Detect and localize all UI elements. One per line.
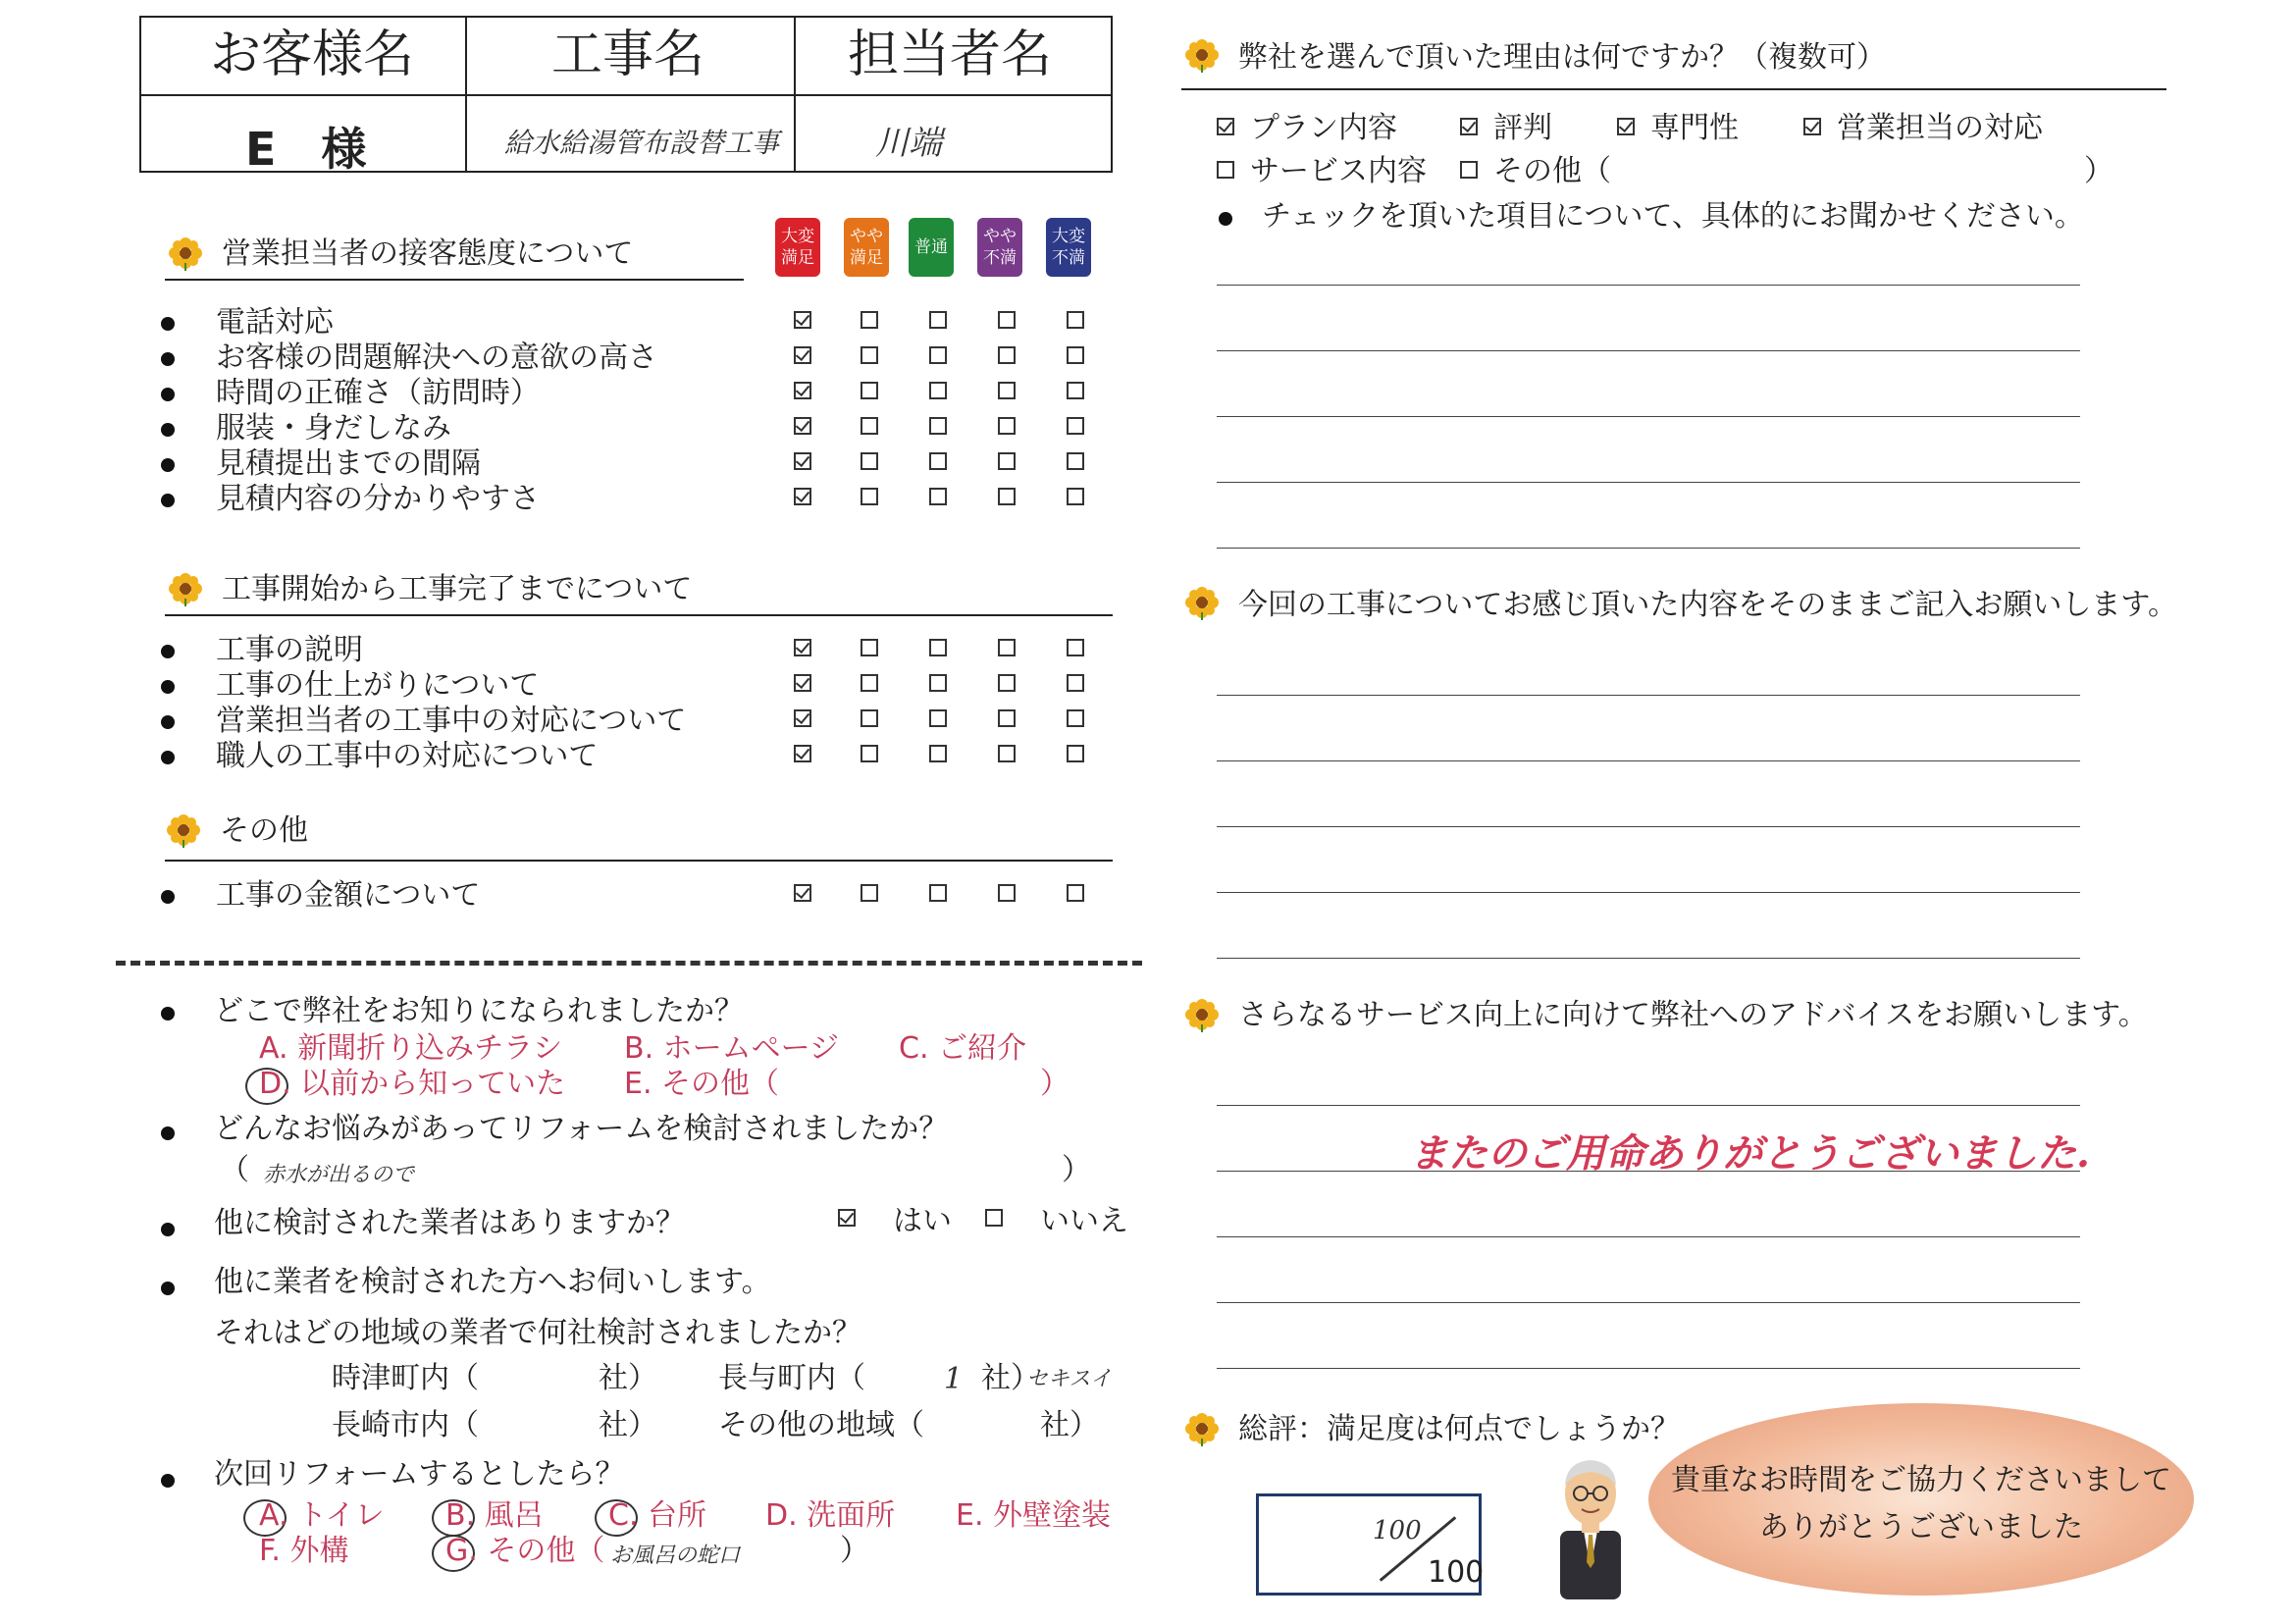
reason-expertise-label: 専門性 <box>1650 111 1739 145</box>
score-box <box>1256 1493 1485 1596</box>
rating-checkbox[interactable] <box>1067 311 1084 329</box>
region-nagayo-count: 1 <box>944 1362 964 1396</box>
thanks-bubble <box>1648 1403 2194 1596</box>
region-tokitsu: 時津町内（ <box>332 1361 479 1395</box>
q-next-option-g-answer: お風呂の蛇口 <box>610 1544 741 1568</box>
answer-line <box>1217 285 2080 286</box>
answer-line <box>1217 958 2080 959</box>
q-next-option-d: D. 洗面所 <box>765 1498 896 1533</box>
reasons-rule <box>1181 88 2166 90</box>
rating-scale-label: 満足 <box>781 248 814 268</box>
region-nagayo-note: セキスイ <box>1026 1367 1113 1391</box>
rating-scale-2 <box>909 218 954 277</box>
q-worry-question: どんなお悩みがあってリフォームを検討されましたか？ <box>214 1112 949 1146</box>
rating-checkbox[interactable] <box>1067 639 1084 656</box>
rating-checkbox[interactable] <box>794 382 811 399</box>
sunflower-icon <box>1185 587 1219 620</box>
rating-checkbox[interactable] <box>1067 417 1084 435</box>
rating-item-label: お客様の問題解決への意欲の高さ <box>216 340 657 375</box>
rating-scale-label: やや <box>983 227 1017 246</box>
region-nagayo: 長与町内（ <box>718 1361 865 1395</box>
customer-name: E 様 <box>245 123 367 176</box>
section2-rule <box>165 614 1113 616</box>
bullet <box>161 423 175 437</box>
rating-scale-label: 普通 <box>914 237 948 257</box>
answer-line <box>1217 350 2080 351</box>
rating-item-label: 営業担当者の工事中の対応について <box>216 704 687 738</box>
q-others-yes-checkbox[interactable] <box>838 1209 856 1227</box>
q-next-option-e: E. 外壁塗装 <box>956 1498 1112 1533</box>
q-worry-open: （ <box>220 1153 249 1187</box>
reason-other-checkbox[interactable] <box>1460 161 1478 179</box>
q-know-option-a: A. 新聞折り込みチラシ <box>259 1031 563 1066</box>
rating-item-label: 工事の説明 <box>216 633 363 667</box>
rating-checkbox[interactable] <box>1067 709 1084 727</box>
sunflower-icon <box>1185 1413 1219 1446</box>
rating-checkbox[interactable] <box>794 311 811 329</box>
rating-checkbox[interactable] <box>1067 346 1084 364</box>
rating-checkbox[interactable] <box>998 709 1016 727</box>
q-others-no-label: いいえ <box>1040 1204 1128 1238</box>
rating-checkbox[interactable] <box>1067 452 1084 470</box>
score-max: 100 <box>1428 1555 1485 1590</box>
rating-checkbox[interactable] <box>998 488 1016 505</box>
rating-checkbox[interactable] <box>1067 745 1084 762</box>
answer-line <box>1217 1368 2080 1369</box>
rating-checkbox[interactable] <box>794 417 811 435</box>
q-know-option-c: C. ご紹介 <box>899 1031 1027 1066</box>
rating-checkbox[interactable] <box>998 346 1016 364</box>
rating-checkbox[interactable] <box>861 311 878 329</box>
answer-line <box>1217 826 2080 827</box>
rating-checkbox[interactable] <box>929 452 947 470</box>
q-region-sub: それはどの地域の業者で何社検討されましたか？ <box>214 1316 861 1350</box>
sunflower-icon <box>1185 999 1219 1032</box>
reasons-title: 弊社を選んで頂いた理由は何ですか？（複数可） <box>1238 40 1886 75</box>
rating-scale-label: 不満 <box>983 248 1017 268</box>
rating-checkbox[interactable] <box>998 639 1016 656</box>
rating-checkbox[interactable] <box>861 709 878 727</box>
advice-title: さらなるサービス向上に向けて弊社へのアドバイスをお願いします。 <box>1238 998 2148 1032</box>
q-know-option-e-close: ） <box>1040 1067 1070 1101</box>
region-nagayo-end: 社） <box>981 1361 1040 1395</box>
advice-answer: またのご用命ありがとうございました. <box>1409 1130 2090 1177</box>
dashed-separator <box>116 961 1142 966</box>
bullet <box>161 494 175 507</box>
rating-checkbox[interactable] <box>998 452 1016 470</box>
reason-sales-checkbox[interactable] <box>1803 118 1821 135</box>
bullet <box>161 751 175 764</box>
reason-other-close: ） <box>2084 154 2113 188</box>
rating-checkbox[interactable] <box>794 452 811 470</box>
rating-checkbox[interactable] <box>794 674 811 692</box>
rating-checkbox[interactable] <box>929 382 947 399</box>
rating-checkbox[interactable] <box>929 745 947 762</box>
rating-checkbox[interactable] <box>861 674 878 692</box>
rating-checkbox[interactable] <box>861 452 878 470</box>
bullet <box>161 1126 175 1140</box>
rating-checkbox[interactable] <box>794 639 811 656</box>
rating-checkbox[interactable] <box>929 417 947 435</box>
region-nagasaki-end: 社） <box>599 1408 657 1442</box>
rating-checkbox[interactable] <box>929 674 947 692</box>
q-next-option-b: B. 風呂 <box>445 1498 544 1533</box>
bullet <box>161 1474 175 1488</box>
region-other: その他の地域（ <box>718 1408 924 1442</box>
rating-checkbox[interactable] <box>861 346 878 364</box>
staff-name: 川端 <box>875 124 942 163</box>
thanks-line1: 貴重なお時間をご協力くださいまして <box>1671 1463 2171 1497</box>
rating-checkbox[interactable] <box>929 311 947 329</box>
rating-scale-0 <box>775 218 820 277</box>
section3-title: その他 <box>220 813 308 848</box>
q-know-option-e: E. その他（ <box>624 1067 780 1101</box>
thanks-line2: ありがとうございました <box>1759 1510 2083 1544</box>
rating-item-label: 時間の正確さ（訪問時） <box>216 376 540 410</box>
rating-scale-label: 満足 <box>850 248 883 268</box>
staff-header: 担当者名 <box>848 26 1053 84</box>
section1-rule <box>165 279 744 281</box>
rating-checkbox[interactable] <box>929 639 947 656</box>
bullet <box>161 890 175 904</box>
sunflower-icon <box>169 573 202 606</box>
score-value: 100 <box>1373 1516 1422 1545</box>
q-know-option-b: B. ホームページ <box>624 1031 840 1066</box>
q-next-option-g: G. その他（ <box>445 1534 605 1568</box>
section3-rule <box>165 860 1113 862</box>
sunflower-icon <box>169 237 202 271</box>
rating-scale-1 <box>844 218 889 277</box>
q-next-option-a: A. トイレ <box>259 1498 385 1533</box>
bullet <box>161 1007 175 1021</box>
section1-title: 営業担当者の接客態度について <box>222 236 634 271</box>
reasons-detail: チェックを頂いた項目について、具体的にお聞かせください。 <box>1262 199 2084 234</box>
rating-checkbox[interactable] <box>861 488 878 505</box>
bullet <box>161 388 175 401</box>
rating-checkbox[interactable] <box>998 311 1016 329</box>
answer-line <box>1217 892 2080 893</box>
rating-checkbox[interactable] <box>861 417 878 435</box>
staff-illustration <box>1546 1452 1635 1601</box>
rating-checkbox[interactable] <box>998 674 1016 692</box>
header-table <box>139 16 1113 176</box>
rating-checkbox[interactable] <box>861 884 878 902</box>
q-others-question: 他に検討された業者はありますか？ <box>214 1206 685 1240</box>
rating-checkbox[interactable] <box>1067 382 1084 399</box>
rating-checkbox[interactable] <box>998 417 1016 435</box>
rating-checkbox[interactable] <box>1067 488 1084 505</box>
rating-item-label: 見積内容の分かりやすさ <box>216 482 540 516</box>
bullet <box>161 1223 175 1236</box>
rating-checkbox[interactable] <box>998 884 1016 902</box>
region-tokitsu-end: 社） <box>599 1361 657 1395</box>
q-others-no-checkbox[interactable] <box>985 1209 1003 1227</box>
rating-checkbox[interactable] <box>861 382 878 399</box>
q-next-option-c: C. 台所 <box>608 1498 707 1533</box>
rating-checkbox[interactable] <box>929 709 947 727</box>
sunflower-icon <box>1185 39 1219 73</box>
reason-plan-checkbox[interactable] <box>1217 118 1234 135</box>
rating-checkbox[interactable] <box>794 884 811 902</box>
rating-checkbox[interactable] <box>794 488 811 505</box>
answer-line <box>1217 416 2080 417</box>
rating-checkbox[interactable] <box>1067 884 1084 902</box>
rating-checkbox[interactable] <box>998 745 1016 762</box>
rating-scale-4 <box>1046 218 1091 277</box>
rating-scale-label: 大変 <box>1052 227 1085 246</box>
answer-line <box>1217 760 2080 761</box>
rating-scale-3 <box>977 218 1022 277</box>
answer-line <box>1217 1105 2080 1106</box>
rating-checkbox[interactable] <box>794 709 811 727</box>
reason-reputation-label: 評判 <box>1493 111 1552 145</box>
q-others-yes-label: はい <box>893 1204 952 1238</box>
rating-item-label: 服装・身だしなみ <box>216 411 451 445</box>
rating-checkbox[interactable] <box>929 884 947 902</box>
reason-sales-label: 営業担当の対応 <box>1837 111 2043 145</box>
bullet <box>161 458 175 472</box>
bullet <box>1219 212 1232 226</box>
customer-header: お客様名 <box>210 26 415 84</box>
q-know-question: どこで弊社をお知りになられましたか？ <box>214 994 744 1028</box>
bullet <box>161 1282 175 1295</box>
q-region-question: 他に業者を検討された方へお伺いします。 <box>214 1265 771 1299</box>
reason-other-label: その他（ <box>1493 154 1611 188</box>
rating-checkbox[interactable] <box>861 745 878 762</box>
rating-item-label: 見積提出までの間隔 <box>216 446 481 481</box>
bullet <box>161 317 175 331</box>
q-next-option-f: F. 外構 <box>259 1534 349 1568</box>
q-next-option-g-close: ） <box>840 1534 869 1568</box>
reason-expertise-checkbox[interactable] <box>1617 118 1635 135</box>
rating-item-label: 工事の金額について <box>216 878 481 913</box>
answer-line <box>1217 548 2080 549</box>
sunflower-icon <box>167 814 200 848</box>
rating-checkbox[interactable] <box>1067 674 1084 692</box>
answer-line <box>1217 1236 2080 1237</box>
reason-service-label: サービス内容 <box>1250 154 1427 188</box>
rating-item-label: 電話対応 <box>216 305 334 340</box>
bullet <box>161 680 175 694</box>
impression-title: 今回の工事についてお感じ頂いた内容をそのままご記入お願いします。 <box>1238 588 2177 622</box>
answer-line <box>1217 1302 2080 1303</box>
bullet <box>161 715 175 729</box>
rating-item-label: 職人の工事中の対応について <box>216 739 599 773</box>
rating-checkbox[interactable] <box>929 346 947 364</box>
region-nagasaki: 長崎市内（ <box>332 1408 479 1442</box>
bullet <box>161 352 175 366</box>
overall-title: 総評：満足度は何点でしょうか？ <box>1238 1412 1680 1446</box>
project-name: 給水給湯管布設替工事 <box>504 127 780 159</box>
rating-checkbox[interactable] <box>794 346 811 364</box>
answer-line <box>1217 482 2080 483</box>
rating-checkbox[interactable] <box>998 382 1016 399</box>
rating-scale-label: 大変 <box>781 227 814 246</box>
bullet <box>161 645 175 658</box>
reason-plan-label: プラン内容 <box>1250 111 1397 145</box>
rating-checkbox[interactable] <box>861 639 878 656</box>
project-header: 工事名 <box>551 26 705 84</box>
answer-line <box>1217 695 2080 696</box>
rating-checkbox[interactable] <box>794 745 811 762</box>
q-worry-answer: 赤水が出るので <box>263 1163 415 1187</box>
rating-item-label: 工事の仕上がりについて <box>216 668 540 703</box>
reason-service-checkbox[interactable] <box>1217 161 1234 179</box>
q-next-question: 次回リフォームするとしたら？ <box>214 1457 625 1492</box>
reason-reputation-checkbox[interactable] <box>1460 118 1478 135</box>
q-know-option-d: D. 以前から知っていた <box>259 1067 566 1101</box>
rating-scale-label: 不満 <box>1052 248 1085 268</box>
section2-title: 工事開始から工事完了までについて <box>222 572 693 606</box>
rating-scale-label: やや <box>850 227 883 246</box>
q-worry-close: ） <box>1062 1153 1091 1187</box>
rating-checkbox[interactable] <box>929 488 947 505</box>
region-other-end: 社） <box>1040 1408 1099 1442</box>
